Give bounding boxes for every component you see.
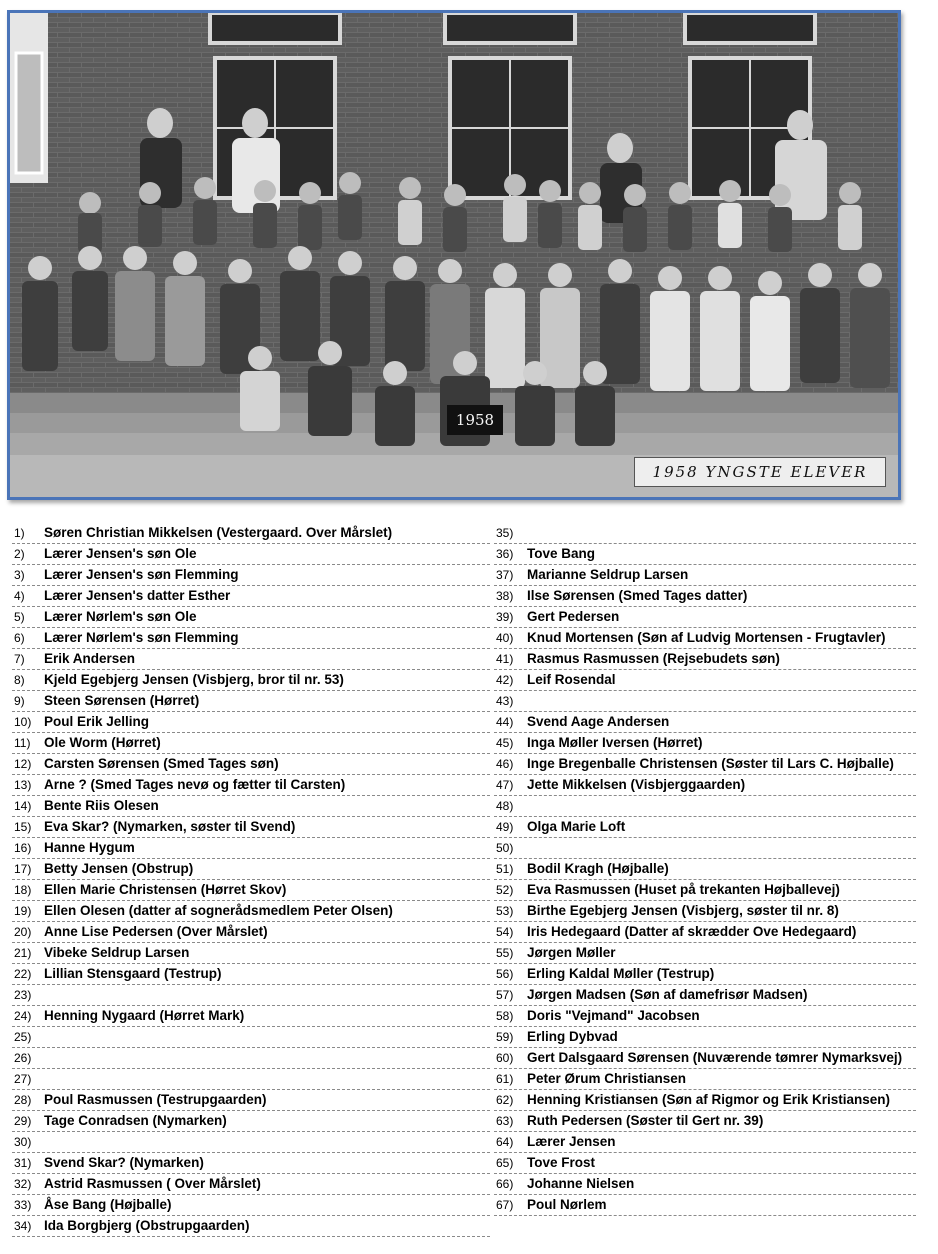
roster-number: 48) [496, 799, 514, 813]
roster-number: 38) [496, 589, 514, 603]
roster-name: Gert Dalsgaard Sørensen (Nuværende tømrer Nymarksvej) [527, 1050, 903, 1065]
roster-row [494, 544, 916, 565]
roster-name: Ida Borgbjerg (Obstrupgaarden) [44, 1218, 250, 1233]
roster-row [494, 1027, 916, 1048]
roster-row [494, 1069, 916, 1090]
roster-number: 16) [14, 841, 32, 855]
roster-row [12, 607, 490, 628]
roster-number: 64) [496, 1135, 514, 1149]
roster-name: Ole Worm (Hørret) [44, 735, 161, 750]
roster-number: 37) [496, 568, 514, 582]
roster-row [494, 775, 916, 796]
roster-name: Marianne Seldrup Larsen [527, 567, 689, 582]
roster-row [12, 1048, 490, 1069]
roster-name: Tove Frost [527, 1155, 596, 1170]
roster-row [12, 1090, 490, 1111]
roster-row [12, 544, 490, 565]
roster-name: Peter Ørum Christiansen [527, 1071, 687, 1086]
roster-row [12, 691, 490, 712]
roster-row [494, 838, 916, 859]
roster-number: 1) [14, 526, 25, 540]
roster-row [494, 901, 916, 922]
roster-number: 33) [14, 1198, 32, 1212]
roster-row [12, 1195, 490, 1216]
roster-number: 22) [14, 967, 32, 981]
roster-row [12, 985, 490, 1006]
roster-name: Lærer Jensen's søn Ole [44, 546, 197, 561]
roster-row [12, 901, 490, 922]
roster-name: Bodil Kragh (Højballe) [527, 861, 669, 876]
roster-number: 53) [496, 904, 514, 918]
roster-row [12, 964, 490, 985]
roster-row [12, 838, 490, 859]
roster-name: Olga Marie Loft [527, 819, 626, 834]
roster-name: Tage Conradsen (Nymarken) [44, 1113, 227, 1128]
slate-sign: 1958 [447, 405, 503, 435]
roster-number: 46) [496, 757, 514, 771]
roster-row [494, 712, 916, 733]
class-photo [7, 10, 901, 500]
roster-name: Inga Møller Iversen (Hørret) [527, 735, 703, 750]
roster-number: 61) [496, 1072, 514, 1086]
roster-row [494, 985, 916, 1006]
roster-number: 58) [496, 1009, 514, 1023]
roster-name: Jørgen Møller [527, 945, 616, 960]
roster-name: Svend Aage Andersen [527, 714, 670, 729]
roster-row [12, 817, 490, 838]
roster-number: 42) [496, 673, 514, 687]
roster-number: 21) [14, 946, 32, 960]
roster-name: Gert Pedersen [527, 609, 620, 624]
roster-number: 10) [14, 715, 32, 729]
roster-row [12, 859, 490, 880]
roster-number: 34) [14, 1219, 32, 1233]
roster-number: 28) [14, 1093, 32, 1107]
roster-name: Henning Nygaard (Hørret Mark) [44, 1008, 245, 1023]
roster-number: 60) [496, 1051, 514, 1065]
roster-row [494, 1195, 916, 1216]
roster-number: 8) [14, 673, 25, 687]
roster-number: 7) [14, 652, 25, 666]
roster-number: 36) [496, 547, 514, 561]
roster-row [494, 649, 916, 670]
roster-name: Ellen Marie Christensen (Hørret Skov) [44, 882, 287, 897]
roster-name: Lærer Nørlem's søn Flemming [44, 630, 239, 645]
roster-number: 44) [496, 715, 514, 729]
roster-row [12, 880, 490, 901]
roster-name: Eva Rasmussen (Huset på trekanten Højballevej) [527, 882, 840, 897]
photo-caption: 1958 YNGSTE ELEVER [634, 457, 886, 487]
roster-row [494, 817, 916, 838]
roster-number: 66) [496, 1177, 514, 1191]
roster-name: Lærer Jensen's søn Flemming [44, 567, 239, 582]
roster-name: Lillian Stensgaard (Testrup) [44, 966, 222, 981]
roster-row [12, 670, 490, 691]
roster-name: Poul Erik Jelling [44, 714, 150, 729]
roster-number: 31) [14, 1156, 32, 1170]
roster-row [494, 565, 916, 586]
roster-name: Iris Hedegaard (Datter af skrædder Ove Hedegaard) [527, 924, 857, 939]
roster-row [494, 1174, 916, 1195]
roster-name: Erik Andersen [44, 651, 136, 666]
roster-name: Steen Sørensen (Hørret) [44, 693, 200, 708]
roster-number: 52) [496, 883, 514, 897]
roster-row [12, 1006, 490, 1027]
roster-number: 57) [496, 988, 514, 1002]
roster-row [494, 523, 916, 544]
roster-name: Knud Mortensen (Søn af Ludvig Mortensen - Frugtavler) [527, 630, 886, 645]
roster-number: 2) [14, 547, 25, 561]
roster-row [12, 754, 490, 775]
roster-row [12, 1027, 490, 1048]
roster-row [494, 1006, 916, 1027]
roster-name: Erling Dybvad [527, 1029, 618, 1044]
roster-row [12, 1111, 490, 1132]
roster-row [494, 733, 916, 754]
roster-name: Johanne Nielsen [527, 1176, 635, 1191]
roster-name: Kjeld Egebjerg Jensen (Visbjerg, bror til nr. 53) [44, 672, 344, 687]
roster-row [12, 649, 490, 670]
roster-row [12, 1069, 490, 1090]
roster-row [494, 1048, 916, 1069]
roster-number: 25) [14, 1030, 32, 1044]
roster-number: 17) [14, 862, 32, 876]
roster-name: Doris "Vejmand" Jacobsen [527, 1008, 700, 1023]
roster-name: Arne ? (Smed Tages nevø og fætter til Carsten) [44, 777, 346, 792]
roster-row [494, 943, 916, 964]
roster-row [12, 628, 490, 649]
roster-row [494, 1090, 916, 1111]
roster-number: 62) [496, 1093, 514, 1107]
roster-number: 43) [496, 694, 514, 708]
roster-number: 18) [14, 883, 32, 897]
roster-number: 54) [496, 925, 514, 939]
roster-number: 51) [496, 862, 514, 876]
roster-left-column [12, 523, 490, 1237]
roster-number: 55) [496, 946, 514, 960]
roster-row [494, 628, 916, 649]
roster-name: Hanne Hygum [44, 840, 135, 855]
roster-number: 29) [14, 1114, 32, 1128]
roster-name: Ruth Pedersen (Søster til Gert nr. 39) [527, 1113, 764, 1128]
roster-row [12, 1174, 490, 1195]
roster-name: Søren Christian Mikkelsen (Vestergaard. Over Mårslet) [44, 525, 393, 540]
roster-number: 40) [496, 631, 514, 645]
roster-number: 20) [14, 925, 32, 939]
roster-number: 27) [14, 1072, 32, 1086]
roster-row [494, 691, 916, 712]
roster-row [12, 1132, 490, 1153]
roster-row [494, 922, 916, 943]
roster-name: Vibeke Seldrup Larsen [44, 945, 190, 960]
roster-row [494, 1132, 916, 1153]
roster-number: 56) [496, 967, 514, 981]
roster-name: Åse Bang (Højballe) [44, 1197, 172, 1212]
roster-row [494, 1153, 916, 1174]
roster-name: Bente Riis Olesen [44, 798, 159, 813]
roster-row [494, 607, 916, 628]
roster-name: Carsten Sørensen (Smed Tages søn) [44, 756, 279, 771]
roster-row [12, 712, 490, 733]
roster-number: 41) [496, 652, 514, 666]
roster-number: 35) [496, 526, 514, 540]
roster-name: Poul Nørlem [527, 1197, 607, 1212]
roster-row [494, 880, 916, 901]
roster-name: Jørgen Madsen (Søn af damefrisør Madsen) [527, 987, 808, 1002]
roster-name: Ilse Sørensen (Smed Tages datter) [527, 588, 748, 603]
roster-row [12, 733, 490, 754]
roster-row [494, 796, 916, 817]
roster-row [494, 964, 916, 985]
roster-number: 63) [496, 1114, 514, 1128]
roster-row [12, 1216, 490, 1237]
roster-name: Jette Mikkelsen (Visbjerggaarden) [527, 777, 746, 792]
roster-name: Birthe Egebjerg Jensen (Visbjerg, søster til nr. 8) [527, 903, 839, 918]
roster-name: Eva Skar? (Nymarken, søster til Svend) [44, 819, 296, 834]
roster-name: Svend Skar? (Nymarken) [44, 1155, 204, 1170]
roster-number: 26) [14, 1051, 32, 1065]
roster-name: Rasmus Rasmussen (Rejsebudets søn) [527, 651, 780, 666]
roster-number: 6) [14, 631, 25, 645]
roster-number: 50) [496, 841, 514, 855]
roster-number: 59) [496, 1030, 514, 1044]
roster-number: 12) [14, 757, 32, 771]
roster-row [12, 523, 490, 544]
roster-row [12, 922, 490, 943]
roster-name: Betty Jensen (Obstrup) [44, 861, 194, 876]
roster-name: Tove Bang [527, 546, 596, 561]
roster-number: 39) [496, 610, 514, 624]
roster-number: 13) [14, 778, 32, 792]
roster-row [494, 670, 916, 691]
roster-row [12, 943, 490, 964]
roster-number: 49) [496, 820, 514, 834]
roster-number: 9) [14, 694, 25, 708]
roster-row [12, 586, 490, 607]
roster-number: 14) [14, 799, 32, 813]
roster-name: Lærer Nørlem's søn Ole [44, 609, 197, 624]
roster-row [494, 1111, 916, 1132]
roster-number: 15) [14, 820, 32, 834]
roster-name: Ellen Olesen (datter af sognerådsmedlem Peter Olsen) [44, 903, 393, 918]
roster-number: 19) [14, 904, 32, 918]
roster-name: Anne Lise Pedersen (Over Mårslet) [44, 924, 268, 939]
roster-number: 30) [14, 1135, 32, 1149]
roster-row [494, 754, 916, 775]
roster-right-column [494, 523, 916, 1216]
roster-name: Leif Rosendal [527, 672, 616, 687]
roster-row [12, 796, 490, 817]
roster-name: Poul Rasmussen (Testrupgaarden) [44, 1092, 267, 1107]
roster-number: 65) [496, 1156, 514, 1170]
roster-row [12, 565, 490, 586]
roster-number: 5) [14, 610, 25, 624]
roster-name: Henning Kristiansen (Søn af Rigmor og Erik Kristiansen) [527, 1092, 891, 1107]
roster-name: Erling Kaldal Møller (Testrup) [527, 966, 715, 981]
roster-row [494, 859, 916, 880]
roster-row [494, 586, 916, 607]
roster-row [12, 775, 490, 796]
roster-row [12, 1153, 490, 1174]
roster-name: Lærer Jensen's datter Esther [44, 588, 231, 603]
roster-name: Inge Bregenballe Christensen (Søster til Lars C. Højballe) [527, 756, 894, 771]
roster-number: 24) [14, 1009, 32, 1023]
roster-number: 3) [14, 568, 25, 582]
roster-number: 45) [496, 736, 514, 750]
roster-number: 67) [496, 1198, 514, 1212]
roster-number: 11) [14, 736, 31, 750]
roster-number: 4) [14, 589, 25, 603]
roster-name: Lærer Jensen [527, 1134, 616, 1149]
roster-number: 47) [496, 778, 514, 792]
roster-number: 23) [14, 988, 32, 1002]
roster-name: Astrid Rasmussen ( Over Mårslet) [44, 1176, 261, 1191]
roster-number: 32) [14, 1177, 32, 1191]
